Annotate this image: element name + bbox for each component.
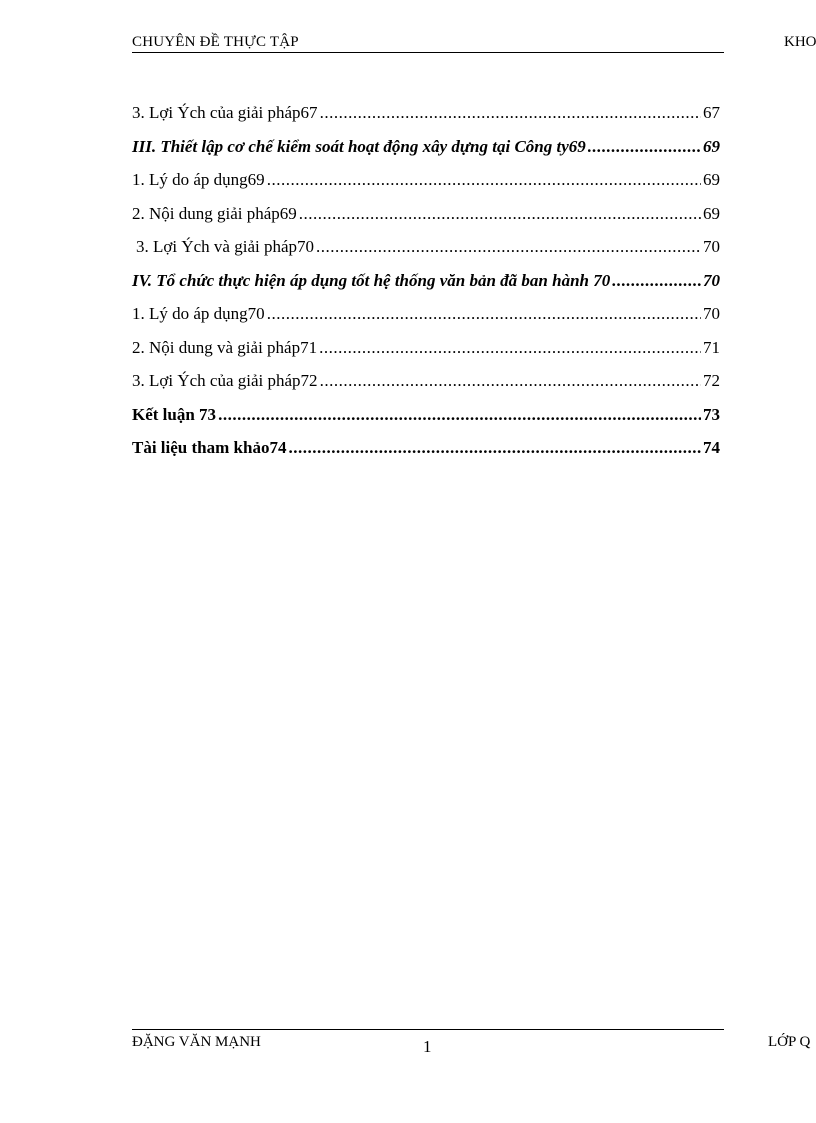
toc-section-entry [132, 269, 720, 303]
toc-entry-label: 3. Lợi Ých của giải pháp72 [132, 371, 318, 390]
toc-dot-leader [316, 235, 701, 259]
toc-entry-page: 69 [703, 203, 720, 223]
toc-dot-leader [319, 336, 701, 360]
toc-dot-leader [320, 101, 701, 125]
toc-entry-page: 70 [703, 270, 720, 290]
toc-conclusion-entry [132, 403, 720, 437]
footer-class: LỚP Q [768, 1034, 811, 1050]
toc-entry-label: 1. Lý do áp dụng70 [132, 304, 265, 323]
toc-entry-label: 3. Lợi Ých và giải pháp70 [136, 237, 315, 256]
toc-entry [132, 302, 720, 336]
toc-entry [132, 336, 720, 370]
toc-entry-label: III. Thiết lập cơ chế kiểm soát hoạt động xây dựng tại Công ty69 [132, 136, 586, 156]
toc-entry-label: 2. Nội dung giải pháp69 [132, 203, 297, 223]
toc-dot-leader [612, 269, 701, 293]
toc-entry [132, 235, 720, 269]
toc-entry-page: 72 [703, 371, 720, 390]
toc-entry-page: 69 [703, 170, 720, 189]
footer-author: ĐẶNG VĂN MẠNH [132, 1034, 261, 1050]
toc-entry [132, 369, 720, 403]
toc-entry [132, 168, 720, 202]
header-divider [132, 52, 724, 53]
toc-entry-page: 70 [703, 237, 720, 256]
toc-entry [132, 202, 720, 236]
toc-entry-page: 71 [703, 337, 720, 357]
toc-entry-label: 2. Nội dung và giải pháp71 [132, 337, 318, 357]
header-title: CHUYÊN ĐỀ THỰC TẬP [132, 34, 299, 50]
toc-dot-leader [218, 403, 701, 427]
table-of-contents [132, 101, 720, 470]
toc-entry-label: 3. Lợi Ých của giải pháp67 [132, 103, 318, 122]
toc-entry-label: 1. Lý do áp dụng69 [132, 170, 265, 189]
toc-entry-page: 70 [703, 304, 720, 323]
toc-entry-page: 73 [703, 404, 720, 424]
toc-dot-leader [288, 436, 701, 460]
header-right-text: KHO [784, 34, 816, 50]
toc-entry-page: 74 [703, 438, 720, 457]
toc-entry-label: IV. Tổ chức thực hiện áp dụng tốt hệ thống văn bản đã ban hành 70 [132, 270, 611, 290]
toc-dot-leader [299, 202, 701, 226]
toc-entry [132, 101, 720, 135]
toc-entry-page: 69 [703, 136, 720, 156]
toc-dot-leader [320, 369, 701, 393]
toc-entry-label: Tài liệu tham khảo74 [132, 438, 287, 457]
toc-dot-leader [267, 302, 701, 326]
toc-dot-leader [588, 135, 701, 159]
toc-entry-label: Kết luận 73 [132, 404, 217, 424]
toc-references-entry [132, 436, 720, 470]
footer-divider [132, 1029, 724, 1030]
toc-dot-leader [267, 168, 701, 192]
toc-section-entry [132, 135, 720, 169]
toc-entry-page: 67 [703, 103, 720, 122]
page-number: 1 [423, 1037, 432, 1056]
